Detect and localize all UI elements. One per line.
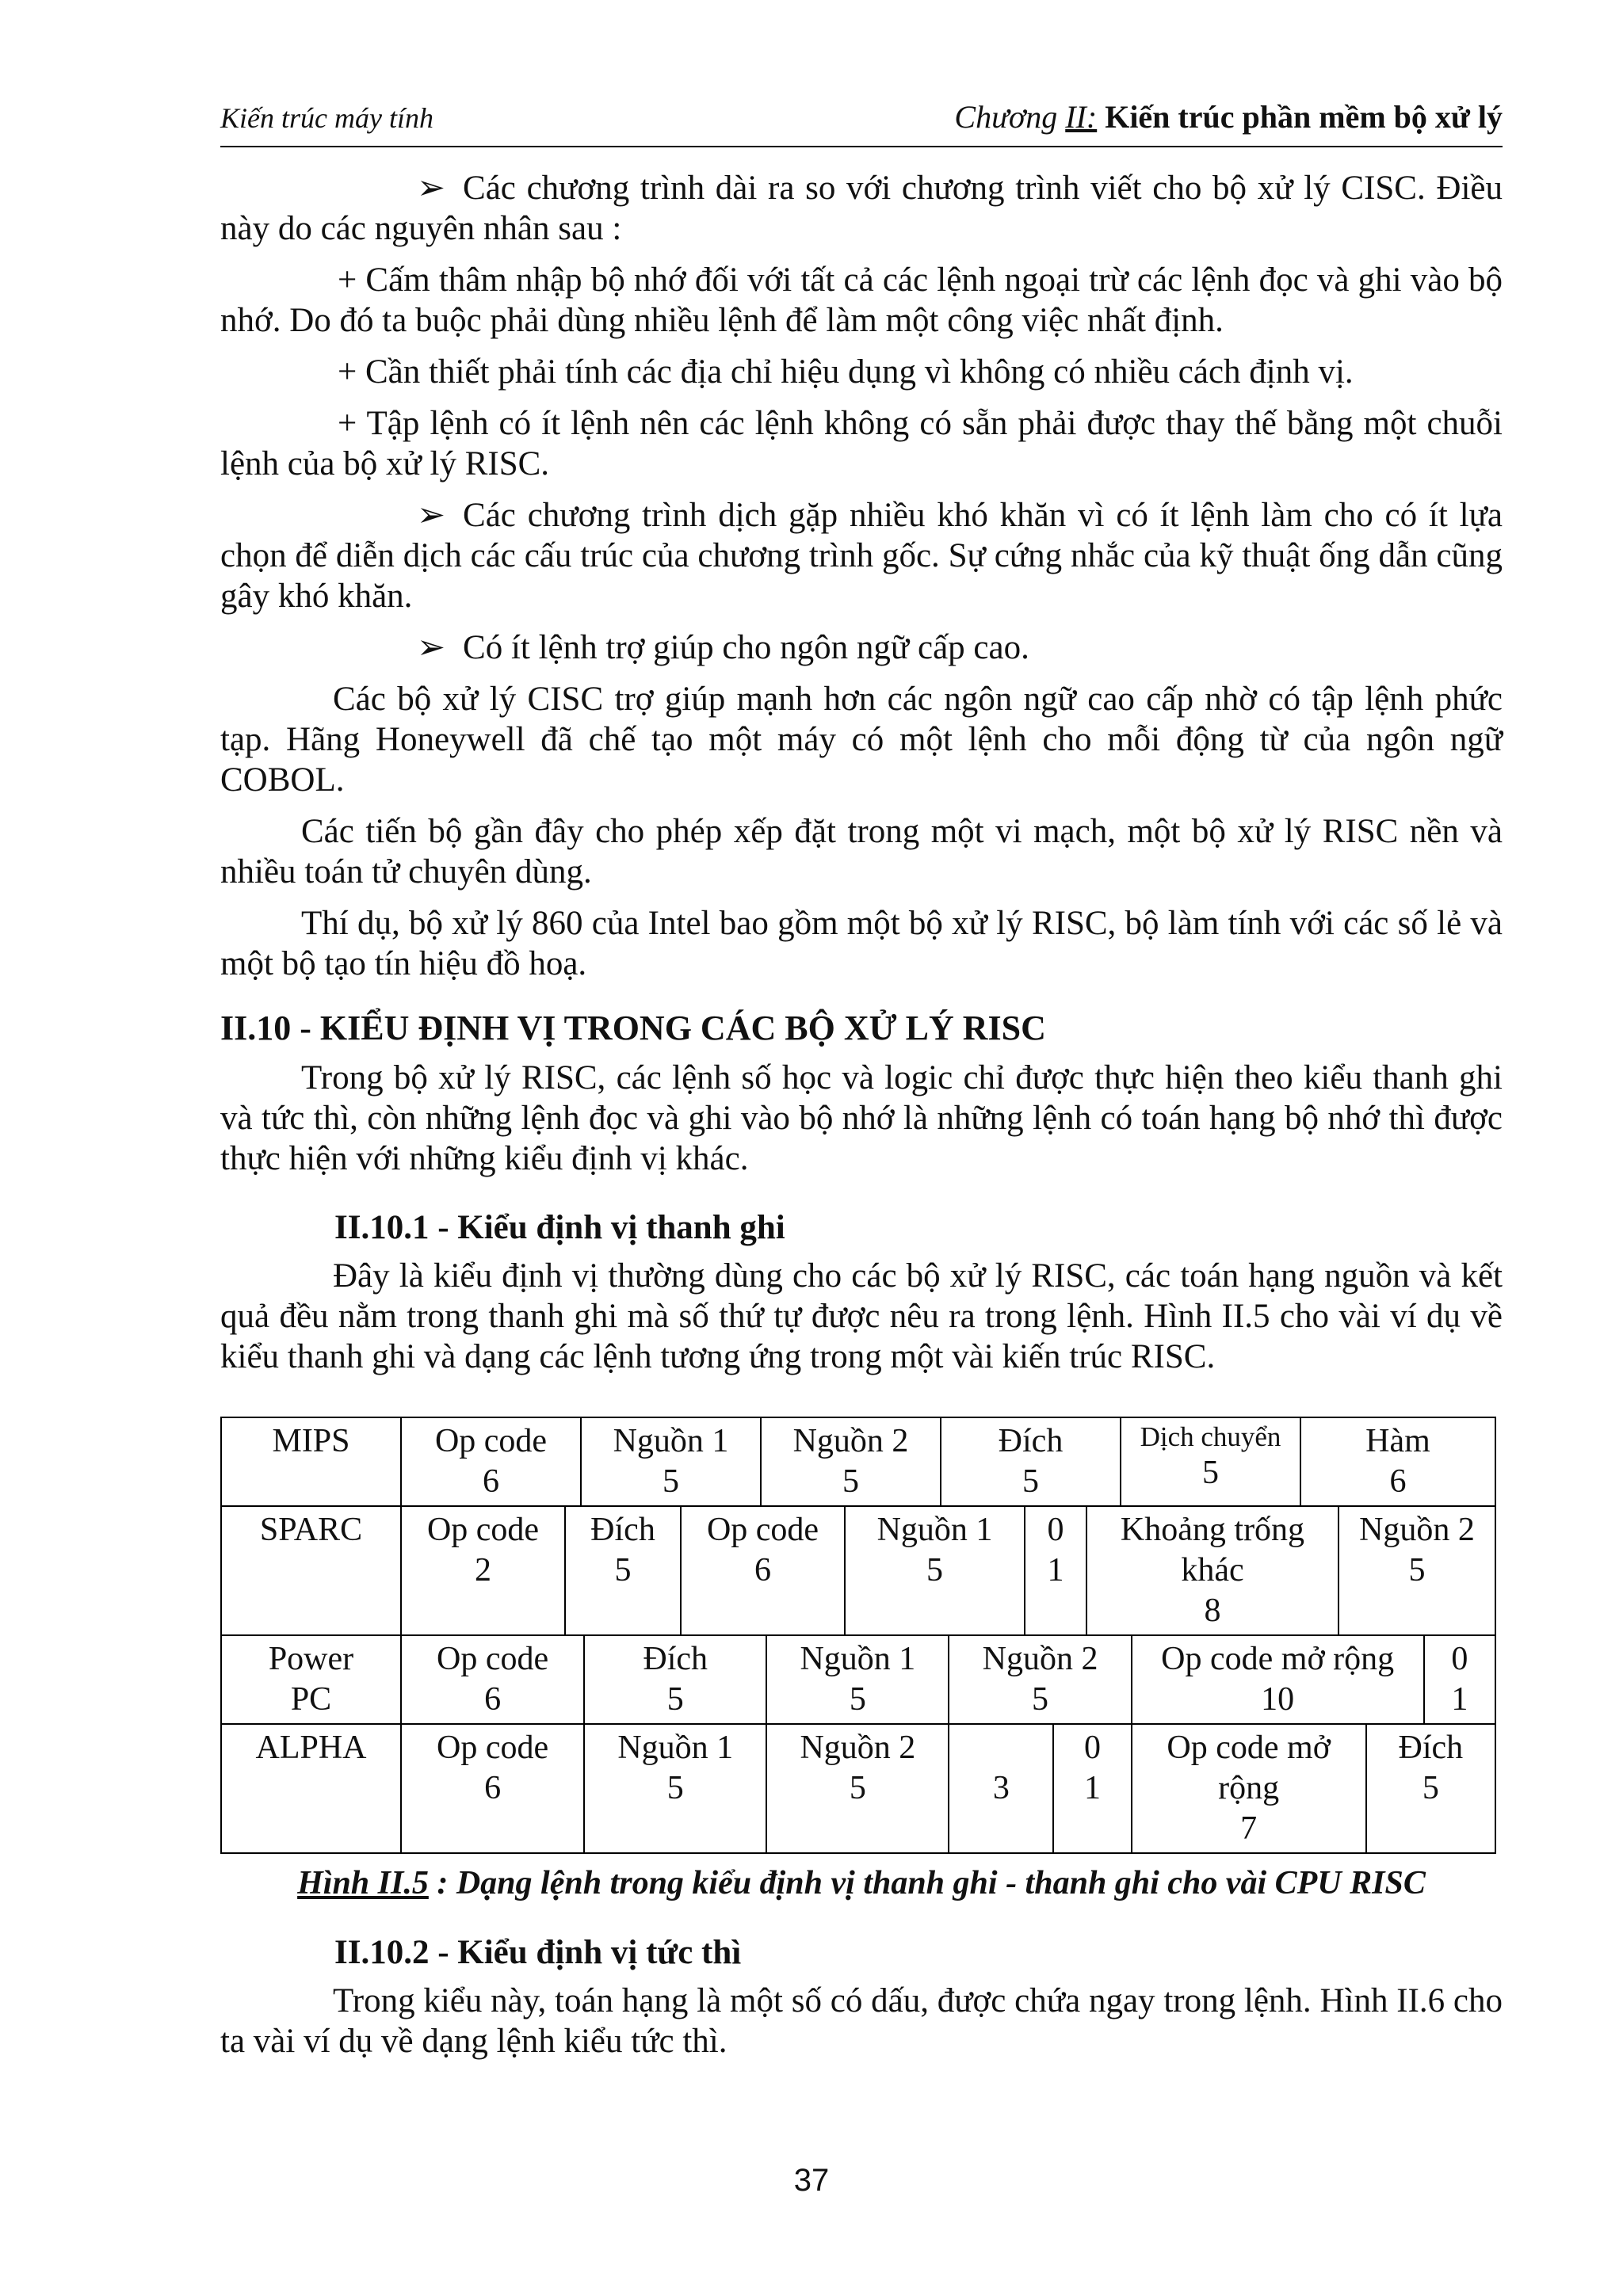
field-width: 5	[663, 1463, 679, 1500]
field-cell	[681, 1507, 845, 1634]
page-number: 37	[793, 2163, 830, 2198]
field-width: 5	[842, 1463, 859, 1500]
bullet-paragraph	[220, 627, 1503, 668]
field-label: Đích	[643, 1641, 708, 1677]
field-cell	[1366, 1725, 1495, 1852]
sparc-field-row	[402, 1507, 1495, 1634]
field-label-cont: khác	[1181, 1552, 1244, 1589]
field-width: 5	[1408, 1552, 1426, 1589]
field-cell	[402, 1725, 584, 1852]
cpu-name-cell	[221, 1635, 401, 1724]
field-label: Đích	[1398, 1730, 1464, 1766]
subsection-heading: II.10.1 - Kiểu định vị thanh ghi	[334, 1209, 785, 1246]
field-cell	[402, 1507, 565, 1634]
field-label: Nguồn 2	[982, 1641, 1098, 1677]
field-cell	[1086, 1507, 1338, 1634]
field-width: 5	[1202, 1455, 1219, 1491]
field-label-cont: rộng	[1218, 1770, 1280, 1806]
alpha-field-row	[402, 1725, 1495, 1852]
cpu-name-cell: SPARC	[221, 1506, 401, 1635]
field-width: 8	[1204, 1592, 1221, 1629]
powerpc-fields	[401, 1635, 1495, 1724]
bullet-paragraph	[220, 495, 1503, 616]
field-cell	[581, 1417, 761, 1506]
bullet-text: Các chương trình dài ra so với chương trình viết cho bộ xử lý CISC. Điều này do các nguyên nhân sau :	[220, 170, 1503, 247]
field-width: 5	[1422, 1770, 1439, 1806]
sub-point-paragraph: + Tập lệnh có ít lệnh nên các lệnh không có sẵn phải được thay thế bằng một chuỗi lệnh của bộ xử lý RISC.	[220, 405, 1503, 482]
field-cell	[565, 1507, 681, 1634]
field-cell	[584, 1636, 766, 1723]
field-cell	[845, 1507, 1025, 1634]
field-width: 2	[475, 1552, 491, 1589]
field-label: Nguồn 2	[1359, 1512, 1475, 1548]
chapter-prefix: Chương	[954, 99, 1058, 135]
field-width: 6	[483, 1463, 499, 1500]
field-label: Nguồn 1	[613, 1423, 729, 1459]
field-width: 5	[614, 1552, 632, 1589]
field-cell	[1338, 1507, 1495, 1634]
field-label: Hàm	[1365, 1423, 1430, 1459]
subsection-heading: II.10.2 - Kiểu định vị tức thì	[334, 1934, 742, 1971]
field-label: Nguồn 1	[876, 1512, 993, 1548]
cpu-name-cont: PC	[290, 1681, 332, 1718]
figure-label: Hình II.5	[297, 1865, 429, 1901]
alpha-fields	[401, 1724, 1495, 1853]
field-cell	[949, 1636, 1131, 1723]
field-width: 5	[849, 1681, 866, 1718]
field-width: 5	[666, 1770, 684, 1806]
figure-caption	[220, 1863, 1503, 1904]
field-label: Dịch chuyển	[1140, 1421, 1281, 1452]
field-width: 5	[1032, 1681, 1049, 1718]
field-label: Op code	[437, 1730, 549, 1766]
cpu-name-cell: ALPHA	[221, 1724, 401, 1853]
chapter-number: II:	[1065, 99, 1098, 135]
cpu-name: Power	[268, 1641, 354, 1677]
chapter-label	[954, 99, 1097, 135]
field-cell	[766, 1636, 949, 1723]
field-width: 5	[849, 1770, 866, 1806]
field-cell	[1132, 1636, 1424, 1723]
section-paragraph: Trong bộ xử lý RISC, các lệnh số học và logic chỉ được thực hiện theo kiểu thanh ghi và tức thì, còn những lệnh đọc và ghi vào bộ nhớ là những lệnh có toán hạng bộ nhớ thì được thực hiện với những kiểu định vị khác.	[220, 1059, 1503, 1177]
arrow-bullet-icon: ➢	[417, 170, 446, 207]
table-row-powerpc	[221, 1635, 1495, 1724]
field-width: 6	[484, 1770, 502, 1806]
running-header-book-title: Kiến trúc máy tính	[220, 102, 433, 134]
field-width: 6	[754, 1552, 771, 1589]
field-label: Đích	[998, 1423, 1064, 1459]
field-label: Op code	[437, 1641, 549, 1677]
field-cell	[1424, 1636, 1495, 1723]
field-width: 6	[484, 1681, 502, 1718]
field-label: Nguồn 2	[800, 1730, 916, 1766]
body-paragraph: Các bộ xử lý CISC trợ giúp mạnh hơn các ngôn ngữ cao cấp nhờ có tập lệnh phức tạp. Hãng Honeywell đã chế tạo một máy có một lệnh cho mỗi động từ của ngôn ngữ COBOL.	[220, 681, 1503, 799]
field-width: 5	[666, 1681, 684, 1718]
field-label: Nguồn 1	[617, 1730, 734, 1766]
arrow-bullet-icon: ➢	[417, 497, 446, 534]
field-label: Op code	[426, 1512, 540, 1548]
bullet-paragraph	[220, 168, 1503, 249]
page-body	[220, 168, 1503, 2073]
body-paragraph: Thí dụ, bộ xử lý 860 của Intel bao gồm một bộ xử lý RISC, bộ làm tính với các số lẻ và một bộ tạo tín hiệu đồ hoạ.	[220, 905, 1503, 982]
field-width: 1	[1451, 1681, 1468, 1718]
field-cell	[1025, 1507, 1086, 1634]
field-width: 6	[1389, 1463, 1407, 1500]
figure-caption-text: : Dạng lệnh trong kiểu định vị thanh ghi - thanh ghi cho vài CPU RISC	[428, 1865, 1426, 1901]
table-row-sparc	[221, 1506, 1495, 1635]
field-label: Nguồn 2	[792, 1423, 909, 1459]
field-cell	[402, 1636, 584, 1723]
section-heading: II.10 - KIỂU ĐỊNH VỊ TRONG CÁC BỘ XỬ LÝ RISC	[220, 1009, 1046, 1047]
field-width: 5	[926, 1552, 943, 1589]
field-width: 1	[1083, 1770, 1101, 1806]
field-label: Op code	[434, 1423, 548, 1459]
running-header-chapter	[954, 98, 1503, 135]
instruction-format-table	[220, 1417, 1496, 1854]
table-row-mips	[221, 1417, 1495, 1506]
table-row-alpha	[221, 1724, 1495, 1853]
subsection-paragraph: Đây là kiểu định vị thường dùng cho các bộ xử lý RISC, các toán hạng nguồn và kết quả đều nằm trong thanh ghi mà số thứ tự được nêu ra trong lệnh. Hình II.5 cho vài ví dụ về kiểu thanh ghi và dạng các lệnh tương ứng trong một vài kiến trúc RISC.	[220, 1257, 1503, 1375]
field-label: 0	[1083, 1730, 1101, 1766]
cpu-name-cell: MIPS	[221, 1417, 401, 1506]
sparc-fields	[401, 1506, 1495, 1635]
field-cell	[584, 1725, 766, 1852]
sub-point-paragraph: + Cấm thâm nhập bộ nhớ đối với tất cả các lệnh ngoại trừ các lệnh đọc và ghi vào bộ nhớ. Do đó ta buộc phải dùng nhiều lệnh để làm một công việc nhất định.	[220, 261, 1503, 339]
field-width: 1	[1047, 1552, 1064, 1589]
field-cell: 3	[949, 1725, 1053, 1852]
field-label: Op code	[706, 1512, 819, 1548]
body-paragraph: Các tiến bộ gần đây cho phép xếp đặt trong một vi mạch, một bộ xử lý RISC nền và nhiều toán tử chuyên dùng.	[220, 813, 1503, 891]
field-label: Op code mở	[1167, 1730, 1331, 1766]
field-cell	[1053, 1725, 1131, 1852]
field-cell	[1300, 1417, 1495, 1506]
arrow-bullet-icon: ➢	[417, 629, 446, 666]
field-label: Nguồn 1	[800, 1641, 916, 1677]
field-cell	[761, 1417, 941, 1506]
sub-point-paragraph: + Cần thiết phải tính các địa chỉ hiệu dụng vì không có nhiều cách định vị.	[338, 353, 1354, 391]
field-cell	[941, 1417, 1121, 1506]
field-cell	[1121, 1417, 1300, 1506]
subsection-paragraph: Trong kiểu này, toán hạng là một số có dấu, được chứa ngay trong lệnh. Hình II.6 cho ta vài ví dụ về dạng lệnh kiểu tức thì.	[220, 1982, 1503, 2060]
bullet-text: Có ít lệnh trợ giúp cho ngôn ngữ cấp cao.	[463, 629, 1029, 666]
chapter-title: Kiến trúc phần mềm bộ xử lý	[1105, 99, 1503, 135]
field-cell	[401, 1417, 581, 1506]
field-label: 0	[1451, 1641, 1468, 1677]
field-label: Đích	[590, 1512, 655, 1548]
field-label: 0	[1047, 1512, 1064, 1548]
header-rule	[220, 146, 1503, 147]
field-label: Op code mở rộng	[1161, 1641, 1395, 1677]
field-width: 7	[1240, 1810, 1258, 1847]
field-cell	[1132, 1725, 1366, 1852]
powerpc-field-row	[402, 1636, 1495, 1723]
field-width: 5	[1022, 1463, 1039, 1500]
field-label: Khoảng trống	[1120, 1512, 1305, 1548]
field-width: 10	[1261, 1681, 1295, 1718]
field-cell	[766, 1725, 949, 1852]
bullet-text: Các chương trình dịch gặp nhiều khó khăn vì có ít lệnh làm cho có ít lựa chọn để diễn dịch các cấu trúc của chương trình gốc. Sự cứng nhắc của kỹ thuật ống dẫn cũng gây khó khăn.	[220, 497, 1503, 615]
